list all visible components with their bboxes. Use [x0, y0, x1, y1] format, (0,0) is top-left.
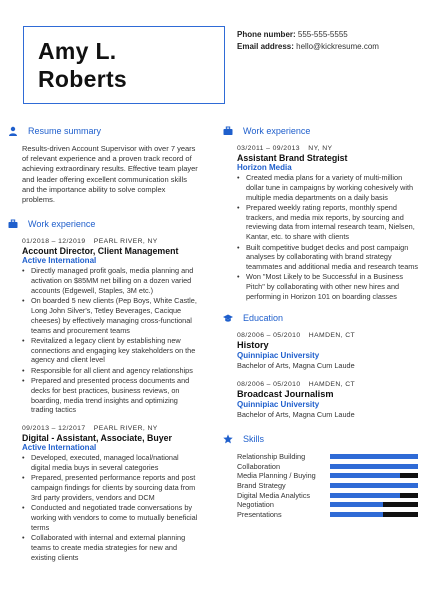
skill-name: Negotiation [237, 500, 274, 510]
skill-row [237, 481, 418, 491]
summary-title: Resume summary [28, 126, 102, 136]
summary-heading [8, 124, 198, 138]
experience-left-title: Work experience [28, 219, 96, 230]
skill-name: Digital Media Analytics [237, 490, 311, 500]
job-org: Active International [22, 256, 97, 266]
skill-name: Presentations [237, 509, 282, 519]
skill-bar [330, 454, 418, 459]
first-name: Amy L. [38, 38, 117, 64]
skill-fill [330, 493, 400, 498]
name-box [23, 26, 225, 104]
skill-fill [330, 454, 418, 459]
left-column [8, 124, 198, 571]
bullet-item: • Created media plans for a variety of multi-million dollar tune in campaigns by working cohesively with multiple media departments on a daily basis [237, 173, 418, 202]
job-role: Digital - Assistant, Associate, Buyer [22, 433, 172, 444]
email-value: hello@kickresume.com [296, 41, 379, 51]
education-dates: 08/2006 – 05/2010 [237, 331, 301, 339]
bullet-item: • Prepared, presented performance reports and post campaign findings for clients by sourcing data from 3rd party providers, vendors and DCM [22, 473, 198, 502]
job-location: NY, NY [308, 145, 333, 152]
bullet-item: • Revitalized a legacy client by establishing new connections and engaging key stakeholders on the agency and client level [22, 336, 198, 365]
experience-left-heading [8, 217, 198, 231]
right-column [223, 124, 418, 519]
skill-bar [330, 473, 418, 478]
job-location: PEARL RIVER, NY [93, 238, 158, 246]
bullet-item: • Conducted and negotiated trade conversations by working with vendors to come to mutually beneficial terms [22, 503, 198, 532]
skill-row [237, 471, 418, 481]
phone-row [237, 29, 379, 41]
skill-row [237, 490, 418, 500]
skill-bar [330, 502, 418, 507]
skill-fill [330, 512, 383, 517]
email-label: Email address: [237, 41, 294, 51]
skill-name: Brand Strategy [237, 480, 286, 490]
job-meta [22, 237, 198, 246]
skill-row [237, 461, 418, 471]
skill-bar [330, 464, 418, 469]
summary-text: Results-driven Account Supervisor with over 7 years of relevant experience and a proven track record of achieving extraordinary results. Effective team player and leader offering excellent communication skills and the importance ability to solve complex problems. [22, 144, 198, 205]
skill-fill [330, 483, 418, 488]
education-heading [223, 311, 418, 325]
bullet-item: • Responsible for all client and agency relationships [22, 366, 198, 376]
education-degree: Bachelor of Arts, Magna Cum Laude [237, 360, 355, 370]
education-meta [237, 380, 418, 389]
job-dates: 01/2018 – 12/2019 [22, 238, 86, 246]
skills-title: Skills [243, 433, 265, 444]
job-meta [22, 424, 198, 433]
education-location: HAMDEN, CT [308, 331, 356, 339]
bullet-item: • Prepared weekly rating reports, monthly spend trackers, and media mix reports, by sourcing and reviewing data from internal research team, Nielsen, Kantar, etc. to share with clients [237, 203, 418, 242]
contact-info [237, 29, 379, 52]
skill-row [237, 509, 418, 519]
education-entry-1 [223, 331, 418, 371]
skill-name: Relationship Building [237, 452, 306, 462]
education-entry-2 [223, 380, 418, 420]
education-school: Quinnipiac University [237, 350, 320, 360]
job-dates: 03/2011 – 09/2013 [237, 145, 300, 152]
education-field: History [237, 339, 269, 350]
bullet-item: • Won "Most Likely to be Successful in a Business Pitch" by collaborating with other new hires and performing in Horizon 101 on boarding classes [237, 272, 418, 301]
skill-fill [330, 502, 383, 507]
experience-right-title: Work experience [243, 126, 311, 136]
job-org: Horizon Media [237, 163, 292, 172]
person-icon [8, 126, 18, 136]
skill-bar [330, 483, 418, 488]
job-entry-3 [223, 144, 418, 302]
job-role: Assistant Brand Strategist [237, 153, 348, 163]
skill-name: Media Planning / Buying [237, 471, 316, 481]
skill-fill [330, 473, 400, 478]
job-bullets [22, 453, 198, 562]
phone-value: 555-555-5555 [297, 30, 348, 39]
graduation-cap-icon [223, 313, 233, 323]
skill-name: Collaboration [237, 461, 280, 471]
education-location: HAMDEN, CT [308, 380, 356, 388]
star-icon [223, 434, 233, 444]
bullet-item: • Built competitive budget decks and post campaign analyses by collaborating with brand strategy teammates and additional media and research teams [237, 243, 418, 272]
job-meta [237, 144, 418, 153]
job-location: PEARL RIVER, NY [93, 425, 158, 433]
bullet-item: • On boarded 5 new clients (Pep Boys, White Castle, Long John Silver's, Tetley Beverages, Cacique cheeses) by effectively managing cross-functional teams and procurement teams [22, 296, 198, 335]
education-dates: 08/2006 – 05/2010 [237, 380, 301, 388]
phone-label: Phone number: [237, 30, 296, 39]
education-meta [237, 331, 418, 340]
education-degree: Bachelor of Arts, Magna Cum Laude [237, 409, 355, 419]
experience-right-heading [223, 124, 418, 138]
bullet-item: • Directly managed profit goals, media planning and activation on $85MM net billing on a dozen varied accounts (Edgewell, Staples, 3M etc.) [22, 266, 198, 295]
job-dates: 09/2013 – 12/2017 [22, 425, 86, 433]
education-title: Education [243, 312, 284, 323]
skill-row [237, 452, 418, 462]
skills-list [223, 452, 418, 519]
job-bullets [22, 266, 198, 415]
email-row [237, 41, 379, 53]
education-school: Quinnipiac University [237, 399, 320, 409]
skill-row [237, 500, 418, 510]
briefcase-icon [8, 219, 18, 229]
briefcase-icon [223, 126, 233, 136]
job-org: Active International [22, 443, 97, 453]
job-bullets [237, 173, 418, 302]
bullet-item: • Developed, executed, managed local/national digital media buys in several categories [22, 453, 198, 473]
job-role: Account Director, Client Management [22, 246, 179, 257]
skill-bar [330, 493, 418, 498]
skill-bar [330, 512, 418, 517]
skills-heading [223, 432, 418, 446]
education-field: Broadcast Journalism [237, 388, 334, 399]
job-entry-2 [8, 424, 198, 562]
bullet-item: • Prepared and presented process documents and decks for best practices, business reviews, on boarding, media trend insights and optimizing trading tactics [22, 376, 198, 415]
bullet-item: • Collaborated with internal and external planning teams to create media strategies for new and existing clients [22, 533, 198, 562]
skill-fill [330, 464, 418, 469]
last-name: Roberts [38, 66, 128, 92]
job-entry-1 [8, 237, 198, 415]
